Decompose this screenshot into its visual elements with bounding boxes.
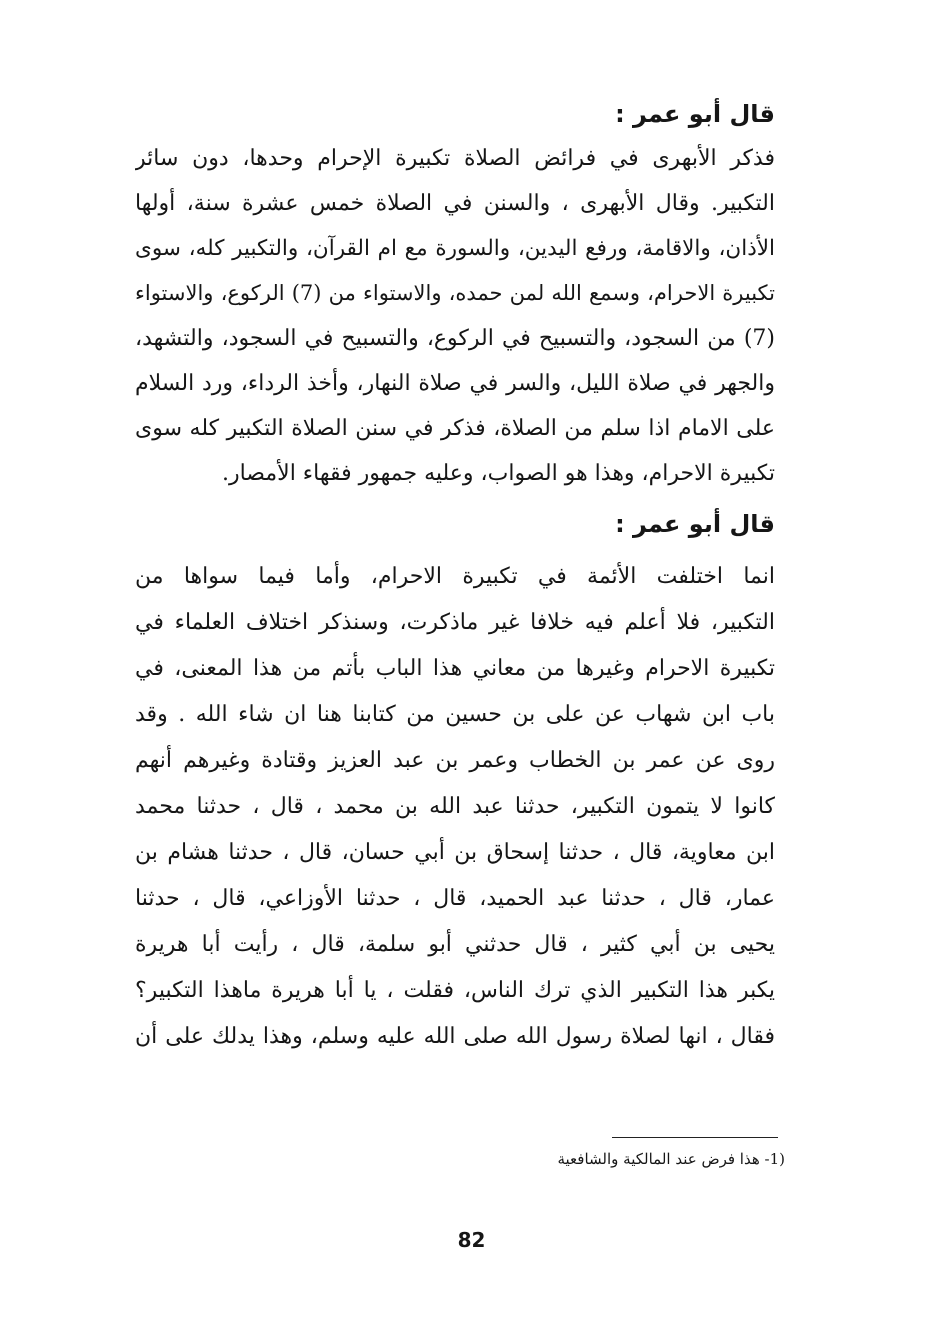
text-line: التكبير، فلا أعلم فيه خلافا غير ماذكرت، وسنذكر اختلاف العلماء في	[135, 610, 775, 635]
text-line: التكبير. وقال الأبهرى ، والسنن في الصلاة خمس عشرة سنة، أولها	[135, 191, 775, 216]
paragraph	[135, 554, 775, 1060]
text-line: باب ابن شهاب عن على بن حسين من كتابنا هنا ان شاء الله . وقد	[135, 702, 775, 727]
text-line: الأذان، والاقامة، ورفع اليدين، والسورة مع ام القرآن، والتكبير كله، سوى	[135, 236, 775, 261]
text-line: تكبيرة الاحرام وغيرها من معاني هذا الباب بأتم من هذا المعنى، في	[135, 656, 775, 681]
text-line: ابن معاوية، قال ، حدثنا إسحاق بن أبي حسان، قال ، حدثنا هشام بن	[135, 840, 775, 865]
text-line: والجهر في صلاة الليل، والسر في صلاة النهار، وأخذ الرداء، ورد السلام	[135, 371, 775, 396]
text-line: يحيى بن أبي كثير ، قال حدثني أبو سلمة، قال ، رأيت أبا هريرة	[135, 932, 775, 957]
section-heading: قال أبو عمر :	[615, 100, 775, 128]
text-line: فقال ، انها لصلاة رسول الله صلى الله عليه وسلم، وهذا يدلك على أن	[135, 1024, 775, 1049]
footnote: (1- هذا فرض عند المالكية والشافعية	[557, 1150, 785, 1168]
text-line: يكبر هذا التكبير الذي ترك الناس، فقلت ، يا أبا هريرة ماهذا التكبير؟	[135, 978, 775, 1003]
page-number: 82	[457, 1228, 486, 1252]
text-line: تكبيرة الاحرام، وهذا هو الصواب، وعليه جمهور فقهاء الأمصار.	[221, 461, 775, 486]
text-line: تكبيرة الاحرام، وسمع الله لمن حمده، والاستواء من (7) الركوع، والاستواء	[135, 281, 775, 305]
main-text	[135, 92, 775, 1060]
text-line: على الامام اذا سلم من الصلاة، فذكر في سنن الصلاة التكبير كله سوى	[135, 416, 775, 441]
text-line: (7) من السجود، والتسبيح في الركوع، والتسبيح في السجود، والتشهد،	[135, 326, 775, 351]
text-line: فذكر الأبهرى في فرائض الصلاة تكبيرة الإحرام وحدها، دون سائر	[135, 146, 775, 171]
text-line: عمار، قال ، حدثنا عبد الحميد، قال ، حدثنا الأوزاعي، قال ، حدثنا	[135, 886, 775, 911]
text-line: روى عن عمر بن الخطاب وعمر بن عبد العزيز وقتادة وغيرهم أنهم	[135, 748, 775, 773]
section-heading: قال أبو عمر :	[615, 510, 775, 538]
footnote-divider	[612, 1137, 778, 1138]
text-line: كانوا لا يتمون التكبير، حدثنا عبد الله بن محمد ، قال ، حدثنا محمد	[135, 794, 775, 819]
paragraph	[135, 136, 775, 496]
text-line: انما اختلفت الأئمة في تكبيرة الاحرام، وأما فيما سواها من	[135, 564, 775, 589]
